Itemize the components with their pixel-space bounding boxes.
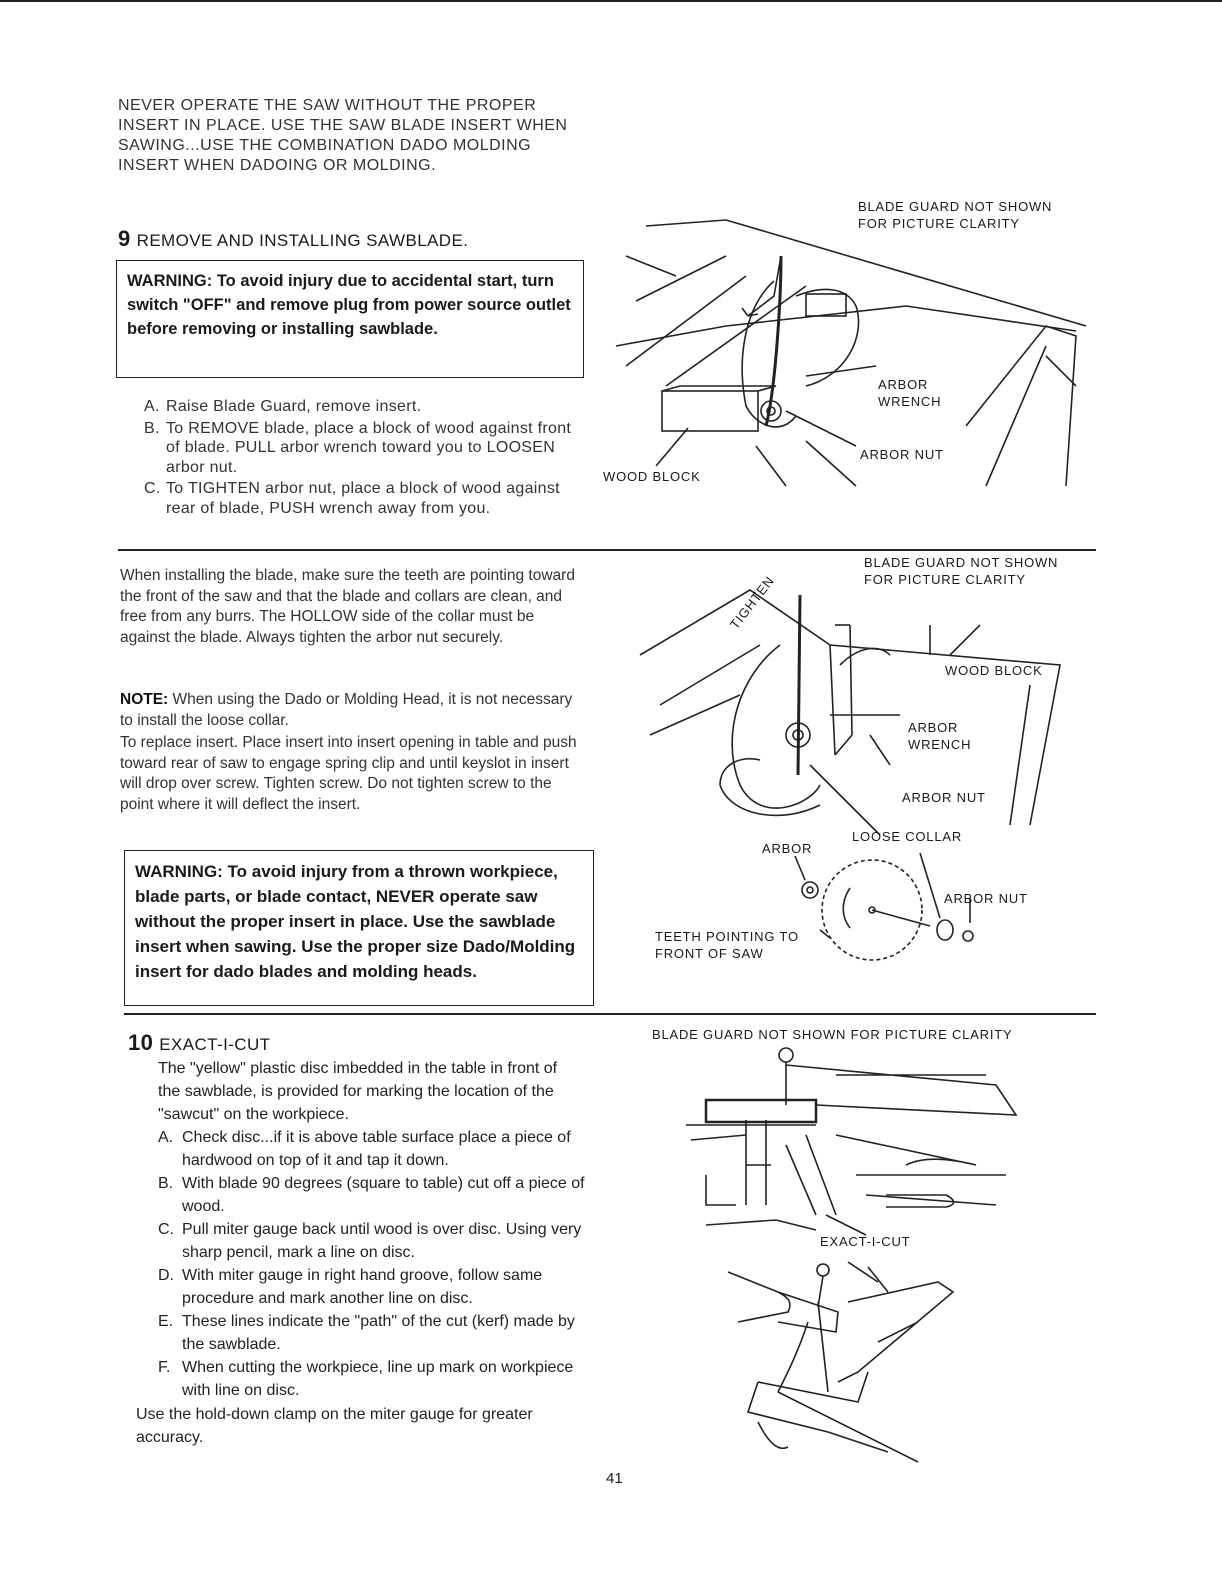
top-border-line — [0, 0, 1222, 2]
note-label: NOTE: — [120, 691, 169, 708]
figure-1-arbor-nut-label: ARBOR NUT — [860, 447, 944, 462]
figure-1-caption: BLADE GUARD NOT SHOWN FOR PICTURE CLARITY — [858, 199, 1053, 231]
figure-5-marking-disc-illustration — [718, 1262, 968, 1472]
warning-box-thrown-workpiece: WARNING: To avoid injury from a thrown workpiece, blade parts, or blade contact, NEVER operate saw without the proper insert in place. Use the sawblade insert when sawing. Use the proper size Dado/Molding insert for dado blades and molding heads. — [124, 850, 594, 1006]
figure-1-arbor-wrench-label: ARBOR WRENCH — [878, 377, 942, 409]
figure-4-caption: BLADE GUARD NOT SHOWN FOR PICTURE CLARITY — [652, 1027, 1013, 1042]
section-10-number: 10 — [128, 1030, 154, 1055]
section-10-title — [128, 1030, 270, 1056]
replace-insert-text: To replace insert. Place insert into insert opening in table and push toward rear of saw to engage spring clip and until keyslot in insert will drop over screw. Tighten screw. Do not tighten screw to the point where it will deflect the insert. — [120, 734, 577, 813]
figure-4-exact-i-cut-label: EXACT-I-CUT — [820, 1234, 911, 1249]
section-10-closing: Use the hold-down clamp on the miter gauge for greater accuracy. — [136, 1406, 533, 1446]
page-number: 41 — [606, 1470, 623, 1487]
figure-2-saw-illustration — [630, 585, 1070, 835]
section-10-heading: EXACT-I-CUT — [159, 1035, 271, 1054]
figure-2-wood-block-label: WOOD BLOCK — [945, 663, 1043, 678]
figure-2-tighten-label: TIGHTEN — [726, 573, 778, 632]
step-a: A. Raise Blade Guard, remove insert. — [144, 398, 422, 415]
figure-3-blade-assembly-illustration — [790, 848, 990, 978]
section-9-heading: REMOVE AND INSTALLING SAWBLADE. — [136, 231, 469, 250]
note-paragraph — [120, 690, 583, 731]
exact-step-c: C. Pull miter gauge back until wood is over disc. Using very sharp pencil, mark a line on disc. — [158, 1221, 582, 1261]
exact-step-e: E. These lines indicate the "path" of the cut (kerf) made by the sawblade. — [158, 1313, 575, 1353]
exact-step-d: D. With miter gauge in right hand groove, follow same procedure and mark another line on disc. — [158, 1267, 543, 1307]
figure-2-arbor-nut-label: ARBOR NUT — [902, 790, 986, 805]
figure-3-loose-collar-label: LOOSE COLLAR — [852, 829, 963, 844]
exact-step-a: A. Check disc...if it is above table surface place a piece of hardwood on top of it and tap it down. — [158, 1129, 571, 1169]
section-9-number: 9 — [118, 226, 131, 251]
figure-3-arbor-label: ARBOR — [762, 841, 813, 856]
exact-step-b: B. With blade 90 degrees (square to table) cut off a piece of wood. — [158, 1175, 585, 1215]
figure-1-saw-illustration — [606, 216, 1086, 486]
section-9-title — [118, 226, 468, 252]
figure-3-arbor-nut-label: ARBOR NUT — [944, 891, 1028, 906]
section-9-steps — [144, 397, 584, 520]
figure-3-teeth-pointing-label: TEETH POINTING TO FRONT OF SAW — [655, 929, 799, 961]
step-c: C. To TIGHTEN arbor nut, place a block of wood against rear of blade, PUSH wrench away from you. — [144, 480, 560, 517]
section-divider-2 — [124, 1013, 1096, 1015]
section-10-steps — [158, 1126, 588, 1402]
step-b: B. To REMOVE blade, place a block of wood against front of blade. PULL arbor wrench toward you to LOOSEN arbor nut. — [144, 419, 572, 476]
figure-1-wood-block-label: WOOD BLOCK — [603, 469, 701, 484]
section-divider-1 — [118, 549, 1096, 551]
figure-2-caption: BLADE GUARD NOT SHOWN FOR PICTURE CLARITY — [864, 555, 1059, 587]
intro-warning-text: NEVER OPERATE THE SAW WITHOUT THE PROPER INSERT IN PLACE. USE THE SAW BLADE INSERT WHEN SAWING...USE THE COMBINATION DADO MOLDING INSERT WHEN DADOING OR MOLDING. — [118, 97, 568, 174]
install-blade-text: When installing the blade, make sure the teeth are pointing toward the front of the saw and that the blade and collars are clean, and free from any burrs. The HOLLOW side of the collar must be against the blade. Always tighten the arbor nut securely. — [120, 567, 575, 646]
figure-4-miter-gauge-illustration — [686, 1045, 1036, 1235]
exact-step-f: F. When cutting the workpiece, line up mark on workpiece with line on disc. — [158, 1359, 574, 1399]
figure-2-arbor-wrench-label: ARBOR WRENCH — [908, 720, 972, 752]
warning-box-accidental-start: WARNING: To avoid injury due to accidental start, turn switch "OFF" and remove plug from power source outlet before removing or installing sawblade. — [116, 260, 584, 378]
note-text: When using the Dado or Molding Head, it is not necessary to install the loose collar. — [120, 691, 573, 729]
section-10-intro: The "yellow" plastic disc imbedded in the table in front of the sawblade, is provided for marking the location of the "sawcut" on the workpiece. — [158, 1060, 558, 1123]
